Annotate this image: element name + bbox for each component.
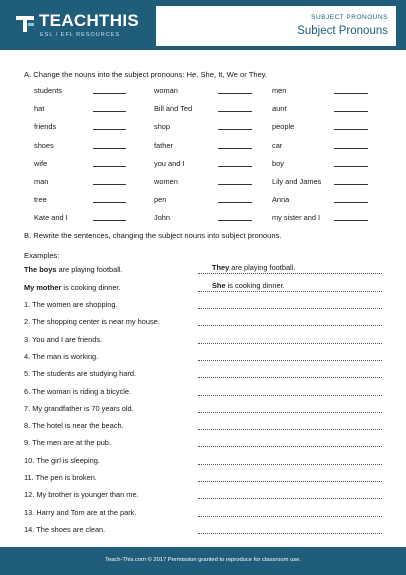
answer-line[interactable]	[198, 395, 382, 396]
sentence-item: 11. The pen is broken.	[24, 473, 97, 482]
examples-label: Examples:	[24, 251, 60, 260]
noun-label: hat	[34, 104, 45, 114]
example-answer-pronoun: She	[212, 281, 226, 290]
answer-blank[interactable]	[218, 202, 252, 203]
example-rest: is cooking dinner.	[61, 283, 121, 292]
sentence-item: 10. The girl is sleeping.	[24, 455, 100, 465]
noun-label: shop	[154, 122, 171, 132]
sentence-item: 6. The woman is riding a bicycle.	[24, 386, 132, 396]
answer-blank[interactable]	[334, 93, 368, 94]
noun-label: students	[34, 86, 62, 95]
noun-label: my sister and I	[272, 213, 321, 223]
noun-label: tree	[34, 195, 47, 205]
answer-blank[interactable]	[334, 220, 368, 221]
noun-label: men	[272, 86, 287, 95]
noun-label: wife	[34, 158, 48, 168]
title-panel	[156, 6, 396, 46]
sentence-item: 13. Harry and Tom are at the park.	[24, 507, 137, 517]
logo-text: TEACHTHIS	[39, 11, 139, 30]
answer-blank[interactable]	[218, 111, 252, 112]
noun-label: car	[272, 140, 283, 150]
sentence-item: 9. The men are at the pub.	[24, 438, 111, 448]
example-answer-rest: is cooking dinner.	[225, 281, 285, 290]
answer-line[interactable]	[198, 360, 382, 361]
answer-blank[interactable]	[218, 129, 252, 130]
answer-line[interactable]	[198, 412, 382, 413]
answer-blank[interactable]	[218, 148, 252, 149]
noun-label: Anna	[272, 195, 290, 205]
answer-blank[interactable]	[93, 111, 126, 112]
sentence-item: 12. My brother is younger than me.	[24, 490, 139, 500]
sentence-item: 14. The shoes are clean.	[24, 524, 106, 534]
sentence-item: 8. The hotel is near the beach.	[24, 421, 124, 431]
answer-blank[interactable]	[218, 93, 252, 94]
noun-label: shoes	[34, 140, 54, 150]
section-b-instruction: B. Rewrite the sentences, changing the subject nouns into subject pronouns.	[24, 231, 282, 240]
example-answer	[212, 263, 295, 273]
answer-blank[interactable]	[334, 148, 368, 149]
noun-label: people	[272, 122, 295, 132]
answer-blank[interactable]	[93, 184, 126, 185]
answer-blank[interactable]	[93, 93, 126, 94]
noun-label: women	[154, 177, 178, 186]
answer-line[interactable]	[198, 533, 382, 534]
example-rest: are playing football.	[56, 265, 123, 274]
answer-line[interactable]	[198, 429, 382, 430]
answer-line[interactable]	[198, 308, 382, 309]
footer-bar	[0, 547, 406, 575]
answer-blank[interactable]	[93, 129, 126, 130]
answer-line[interactable]	[198, 481, 382, 482]
logo-subtitle: ESL / EFL RESOURCES	[40, 32, 121, 38]
noun-label: father	[154, 140, 173, 150]
answer-blank[interactable]	[93, 166, 126, 167]
page-title: Subject Pronouns	[297, 25, 388, 37]
noun-label: pen	[154, 195, 167, 205]
example-sentence	[24, 283, 121, 293]
example-answer	[212, 281, 285, 291]
header-bar	[0, 0, 406, 50]
noun-label: Kate and I	[34, 213, 68, 223]
noun-label: boy	[272, 158, 284, 168]
answer-blank[interactable]	[334, 166, 368, 167]
answer-line[interactable]	[198, 325, 382, 326]
answer-blank[interactable]	[334, 202, 368, 203]
footer-text: Teach-This.com © 2017 Permission granted to reproduce for classroom use.	[105, 557, 301, 563]
answer-blank[interactable]	[334, 111, 368, 112]
sentence-item: 2. The shopping center is near my house.	[24, 317, 160, 327]
answer-blank[interactable]	[334, 184, 368, 185]
logo	[14, 10, 139, 42]
answer-line[interactable]	[198, 291, 382, 292]
noun-label: friends	[34, 122, 57, 132]
sentence-item: 7. My grandfather is 70 years old.	[24, 403, 134, 413]
example-subject: The boys	[24, 265, 57, 274]
worksheet-kicker: SUBJECT PRONOUNS	[311, 14, 388, 21]
answer-blank[interactable]	[93, 202, 126, 203]
answer-line[interactable]	[198, 343, 382, 344]
noun-label: woman	[154, 86, 178, 95]
answer-line[interactable]	[198, 516, 382, 517]
sentence-item: 1. The women are shopping.	[24, 300, 118, 309]
answer-blank[interactable]	[218, 166, 252, 167]
answer-line[interactable]	[198, 377, 382, 378]
answer-blank[interactable]	[93, 148, 126, 149]
example-sentence	[24, 265, 123, 275]
noun-label: man	[34, 177, 49, 186]
sentence-item: 4. The man is working.	[24, 351, 99, 361]
example-answer-rest: are playing football.	[229, 263, 296, 272]
example-answer-pronoun: They	[212, 263, 230, 272]
answer-blank[interactable]	[93, 220, 126, 221]
answer-blank[interactable]	[334, 129, 368, 130]
answer-blank[interactable]	[218, 184, 252, 185]
section-a-instruction: A. Change the nouns into the subject pronouns: He, She, It, We or They.	[24, 70, 268, 79]
noun-label: John	[154, 213, 171, 223]
sentence-item: 5. The students are studying hard.	[24, 369, 137, 379]
noun-label: Lily and James	[272, 177, 322, 186]
noun-label: aunt	[272, 104, 287, 114]
example-subject: My mother	[24, 283, 62, 292]
logo-icon	[14, 12, 36, 34]
answer-line[interactable]	[198, 446, 382, 447]
answer-line[interactable]	[198, 273, 382, 274]
answer-blank[interactable]	[218, 220, 252, 221]
answer-line[interactable]	[198, 498, 382, 499]
answer-line[interactable]	[198, 464, 382, 465]
noun-label: you and I	[154, 158, 185, 168]
noun-label: Bill and Ted	[154, 104, 193, 114]
sentence-item: 3. You and I are friends.	[24, 334, 103, 344]
